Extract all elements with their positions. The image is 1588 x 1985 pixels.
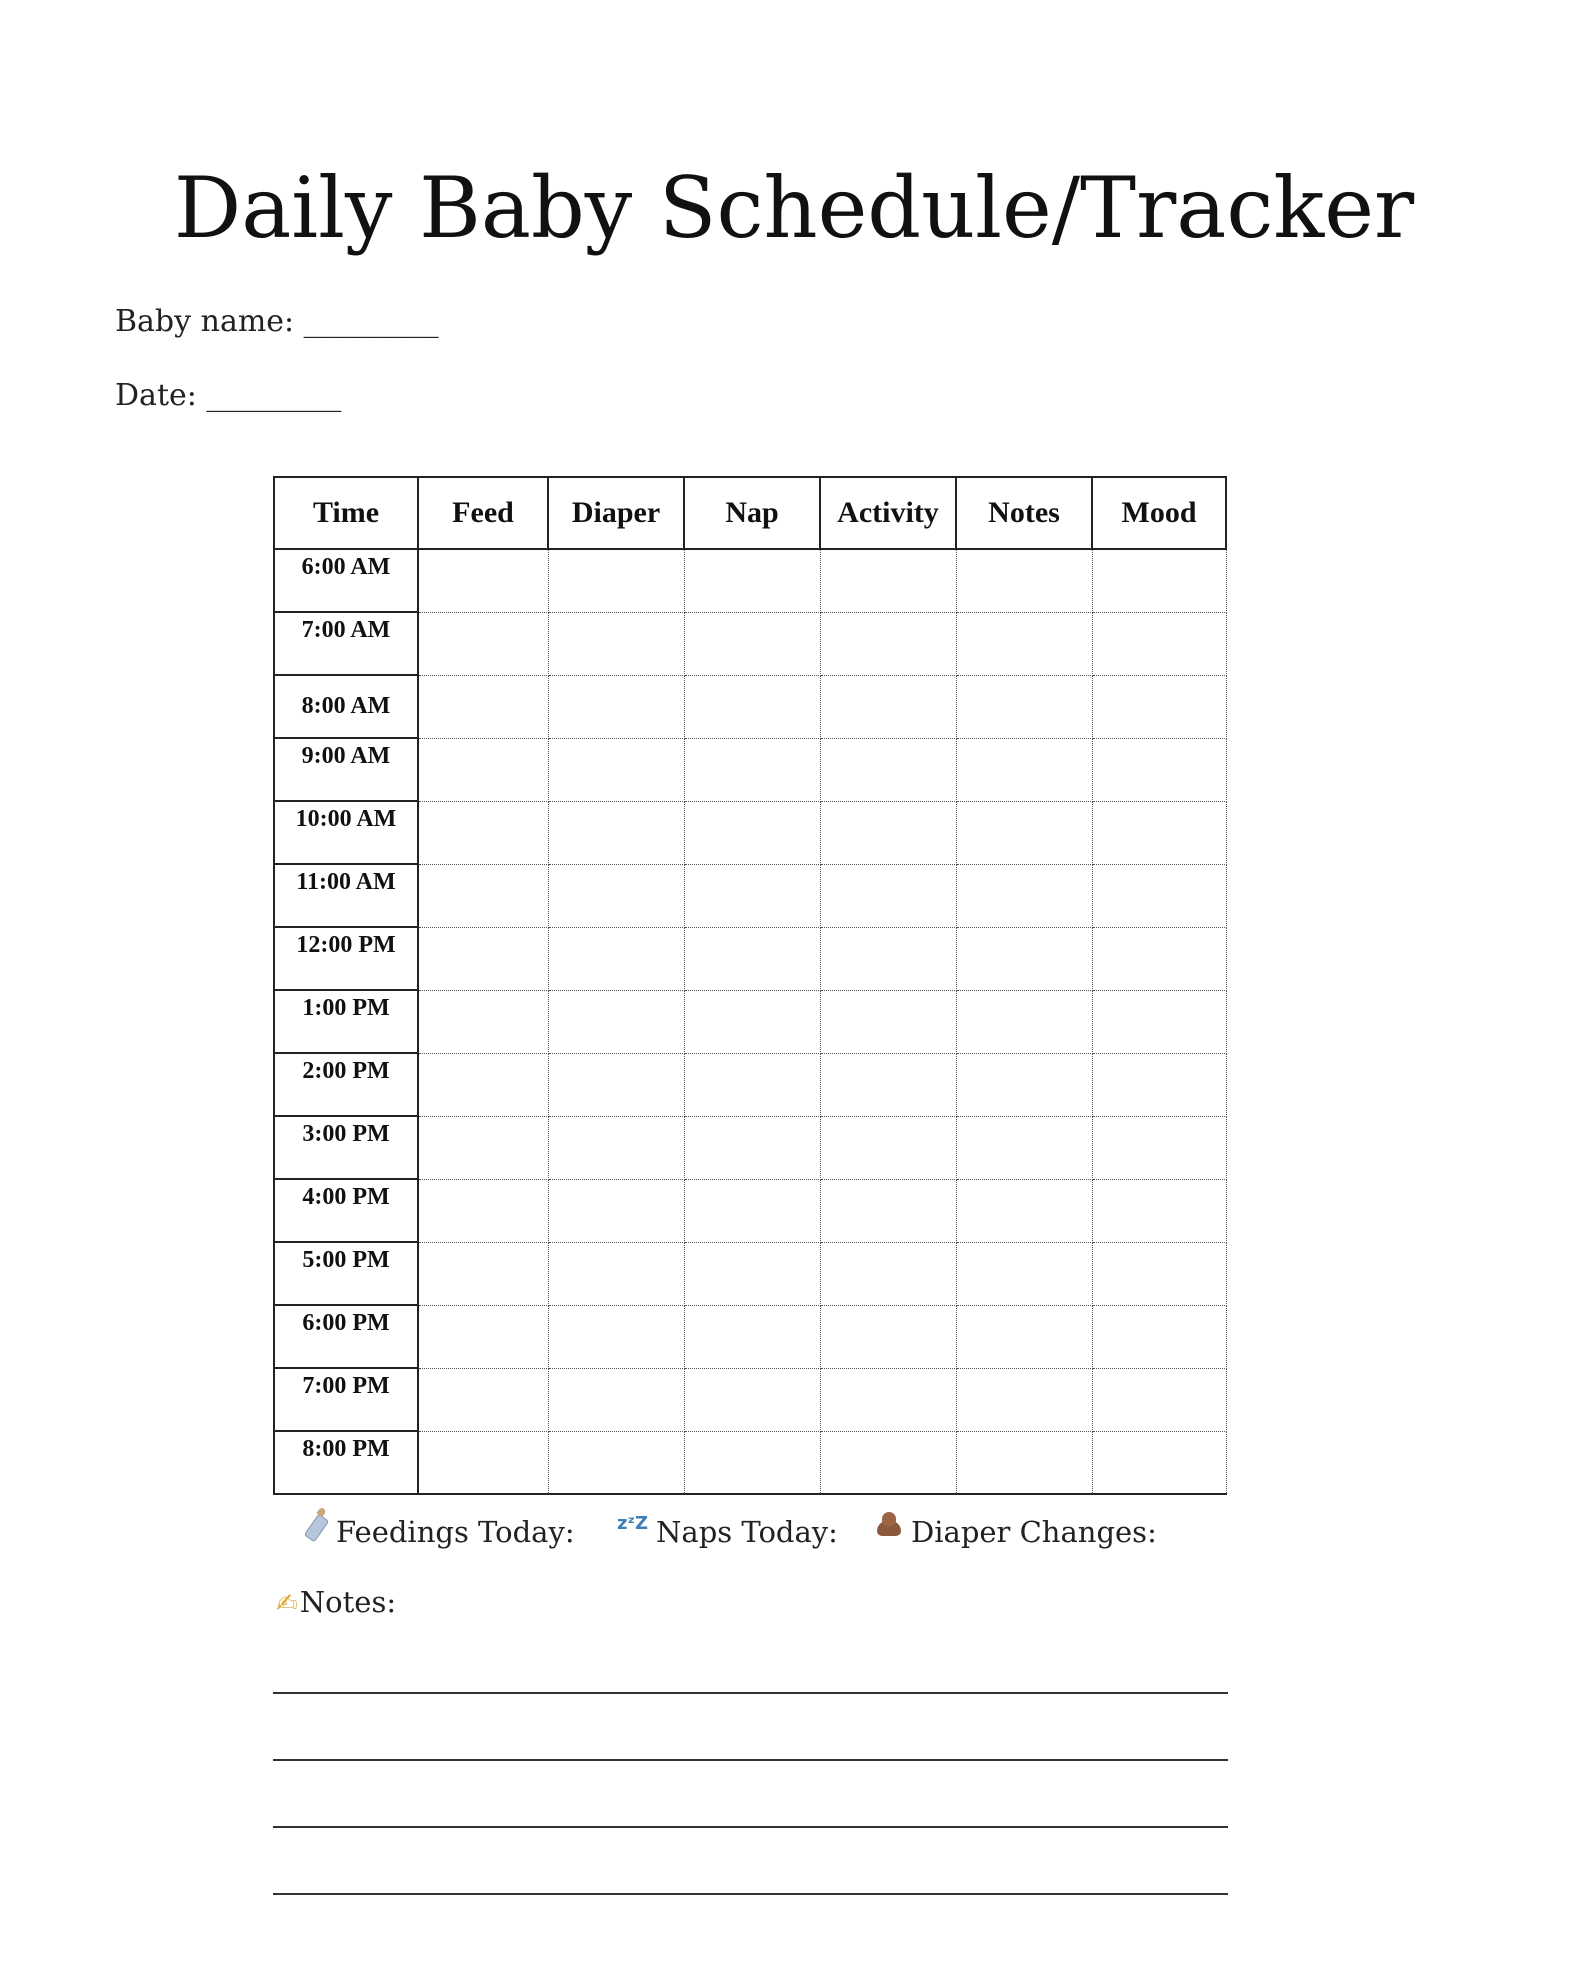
feed-cell[interactable]	[418, 1368, 548, 1431]
nap-cell[interactable]	[684, 927, 820, 990]
feed-cell[interactable]	[418, 612, 548, 675]
time-cell	[274, 1242, 418, 1305]
notes-cell[interactable]	[956, 1242, 1092, 1305]
activity-cell[interactable]	[820, 1305, 956, 1368]
notes-cell[interactable]	[956, 549, 1092, 612]
header-mood: Mood	[1092, 477, 1226, 549]
time-cell	[274, 738, 418, 801]
diaper-changes-label: Diaper Changes:	[911, 1515, 1157, 1549]
diaper-cell[interactable]	[548, 927, 684, 990]
diaper-cell[interactable]	[548, 1242, 684, 1305]
nap-cell[interactable]	[684, 1179, 820, 1242]
time-label: 9:00 AM	[301, 743, 391, 769]
feed-cell[interactable]	[418, 1305, 548, 1368]
header-feed: Feed	[418, 477, 548, 549]
mood-cell[interactable]	[1092, 612, 1226, 675]
time-label: 8:00 PM	[302, 1436, 390, 1462]
writing-hand-icon: ✍	[276, 1589, 298, 1619]
naps-today-label: Naps Today:	[656, 1515, 838, 1549]
activity-cell[interactable]	[820, 675, 956, 738]
diaper-cell[interactable]	[548, 1305, 684, 1368]
time-label: 5:00 PM	[302, 1247, 390, 1273]
time-label: 4:00 PM	[302, 1184, 390, 1210]
activity-cell[interactable]	[820, 612, 956, 675]
time-cell	[274, 1431, 418, 1494]
diaper-cell[interactable]	[548, 675, 684, 738]
nap-cell[interactable]	[684, 864, 820, 927]
diaper-cell[interactable]	[548, 612, 684, 675]
nap-cell[interactable]	[684, 1368, 820, 1431]
notes-line-1[interactable]	[273, 1692, 1228, 1694]
nap-cell[interactable]	[684, 801, 820, 864]
nap-cell[interactable]	[684, 1053, 820, 1116]
diaper-cell[interactable]	[548, 1116, 684, 1179]
header-nap: Nap	[684, 477, 820, 549]
nap-cell[interactable]	[684, 738, 820, 801]
notes-cell[interactable]	[956, 1305, 1092, 1368]
activity-cell[interactable]	[820, 1179, 956, 1242]
notes-cell[interactable]	[956, 801, 1092, 864]
time-cell	[274, 675, 418, 738]
notes-cell[interactable]	[956, 1368, 1092, 1431]
activity-cell[interactable]	[820, 1116, 956, 1179]
time-cell	[274, 549, 418, 612]
feedings-today	[304, 1510, 575, 1554]
feed-cell[interactable]	[418, 864, 548, 927]
feed-cell[interactable]	[418, 1431, 548, 1494]
time-cell	[274, 864, 418, 927]
table-row	[274, 927, 1226, 990]
diaper-cell[interactable]	[548, 1368, 684, 1431]
activity-cell[interactable]	[820, 1053, 956, 1116]
mood-cell[interactable]	[1092, 1431, 1226, 1494]
mood-cell[interactable]	[1092, 1368, 1226, 1431]
notes-cell[interactable]	[956, 927, 1092, 990]
header-activity: Activity	[820, 477, 956, 549]
mood-cell[interactable]	[1092, 1179, 1226, 1242]
notes-cell[interactable]	[956, 675, 1092, 738]
diaper-cell[interactable]	[548, 549, 684, 612]
table-row	[274, 1053, 1226, 1116]
diaper-cell[interactable]	[548, 1431, 684, 1494]
notes-cell[interactable]	[956, 1431, 1092, 1494]
feed-cell[interactable]	[418, 675, 548, 738]
mood-cell[interactable]	[1092, 1305, 1226, 1368]
time-label: 12:00 PM	[296, 932, 396, 958]
notes-line-4[interactable]	[273, 1893, 1228, 1895]
time-label: 11:00 AM	[296, 869, 396, 895]
notes-line-3[interactable]	[273, 1826, 1228, 1828]
feedings-today-label: Feedings Today:	[336, 1515, 575, 1549]
table-row	[274, 801, 1226, 864]
time-cell	[274, 1305, 418, 1368]
notes-cell[interactable]	[956, 612, 1092, 675]
time-label: 3:00 PM	[302, 1121, 390, 1147]
time-label: 6:00 AM	[301, 554, 391, 580]
header-diaper: Diaper	[548, 477, 684, 549]
mood-cell[interactable]	[1092, 864, 1226, 927]
table-row	[274, 864, 1226, 927]
activity-cell[interactable]	[820, 738, 956, 801]
mood-cell[interactable]	[1092, 801, 1226, 864]
table-header-row	[274, 477, 1226, 549]
time-cell	[274, 927, 418, 990]
nap-cell[interactable]	[684, 549, 820, 612]
nap-cell[interactable]	[684, 612, 820, 675]
header-notes: Notes	[956, 477, 1092, 549]
table-row	[274, 675, 1226, 738]
time-cell	[274, 1116, 418, 1179]
diaper-cell[interactable]	[548, 1053, 684, 1116]
activity-cell[interactable]	[820, 927, 956, 990]
time-label: 8:00 AM	[301, 693, 391, 719]
baby-bottle-icon	[304, 1509, 328, 1539]
diaper-cell[interactable]	[548, 801, 684, 864]
mood-cell[interactable]	[1092, 1053, 1226, 1116]
nap-cell[interactable]	[684, 990, 820, 1053]
feed-cell[interactable]	[418, 738, 548, 801]
poop-icon	[875, 1511, 903, 1537]
activity-cell[interactable]	[820, 1368, 956, 1431]
feed-cell[interactable]	[418, 549, 548, 612]
feed-cell[interactable]	[418, 1053, 548, 1116]
activity-cell[interactable]	[820, 1431, 956, 1494]
time-label: 7:00 AM	[301, 617, 391, 643]
table-row	[274, 612, 1226, 675]
notes-line-2[interactable]	[273, 1759, 1228, 1761]
diaper-changes	[875, 1510, 1157, 1554]
time-label: 6:00 PM	[302, 1310, 390, 1336]
time-cell	[274, 1179, 418, 1242]
zzz-icon: zᶻZ	[617, 1513, 649, 1534]
notes-cell[interactable]	[956, 1053, 1092, 1116]
mood-cell[interactable]	[1092, 738, 1226, 801]
notes-cell[interactable]	[956, 1116, 1092, 1179]
feed-cell[interactable]	[418, 1116, 548, 1179]
diaper-cell[interactable]	[548, 864, 684, 927]
nap-cell[interactable]	[684, 1116, 820, 1179]
time-cell	[274, 1368, 418, 1431]
table-row	[274, 1179, 1226, 1242]
table-row	[274, 738, 1226, 801]
date-field[interactable]: Date: _________	[115, 378, 342, 413]
notes-cell[interactable]	[956, 864, 1092, 927]
table-row	[274, 549, 1226, 612]
notes-cell[interactable]	[956, 738, 1092, 801]
nap-cell[interactable]	[684, 675, 820, 738]
activity-cell[interactable]	[820, 864, 956, 927]
mood-cell[interactable]	[1092, 549, 1226, 612]
notes-section-label	[276, 1580, 396, 1626]
table-row	[274, 990, 1226, 1053]
time-cell	[274, 612, 418, 675]
time-label: 7:00 PM	[302, 1373, 390, 1399]
activity-cell[interactable]	[820, 549, 956, 612]
table-row	[274, 1305, 1226, 1368]
table-row	[274, 1242, 1226, 1305]
table-row	[274, 1431, 1226, 1494]
activity-cell[interactable]	[820, 990, 956, 1053]
mood-cell[interactable]	[1092, 990, 1226, 1053]
feed-cell[interactable]	[418, 1179, 548, 1242]
time-cell	[274, 1053, 418, 1116]
time-label: 1:00 PM	[302, 995, 390, 1021]
feed-cell[interactable]	[418, 1242, 548, 1305]
notes-label: Notes:	[299, 1585, 397, 1619]
table-row	[274, 1116, 1226, 1179]
nap-cell[interactable]	[684, 1305, 820, 1368]
baby-name-field[interactable]: Baby name: _________	[115, 304, 439, 339]
diaper-cell[interactable]	[548, 738, 684, 801]
diaper-cell[interactable]	[548, 1179, 684, 1242]
time-label: 10:00 AM	[295, 806, 397, 832]
diaper-cell[interactable]	[548, 990, 684, 1053]
time-cell	[274, 990, 418, 1053]
header-time: Time	[274, 477, 418, 549]
mood-cell[interactable]	[1092, 675, 1226, 738]
activity-cell[interactable]	[820, 1242, 956, 1305]
notes-cell[interactable]	[956, 990, 1092, 1053]
naps-today	[617, 1510, 838, 1554]
schedule-table	[273, 476, 1227, 1495]
activity-cell[interactable]	[820, 801, 956, 864]
mood-cell[interactable]	[1092, 1116, 1226, 1179]
time-cell	[274, 801, 418, 864]
feed-cell[interactable]	[418, 801, 548, 864]
mood-cell[interactable]	[1092, 927, 1226, 990]
nap-cell[interactable]	[684, 1431, 820, 1494]
nap-cell[interactable]	[684, 1242, 820, 1305]
notes-cell[interactable]	[956, 1179, 1092, 1242]
page-title: Daily Baby Schedule/Tracker	[173, 159, 1415, 257]
time-label: 2:00 PM	[302, 1058, 390, 1084]
feed-cell[interactable]	[418, 927, 548, 990]
feed-cell[interactable]	[418, 990, 548, 1053]
mood-cell[interactable]	[1092, 1242, 1226, 1305]
table-row	[274, 1368, 1226, 1431]
